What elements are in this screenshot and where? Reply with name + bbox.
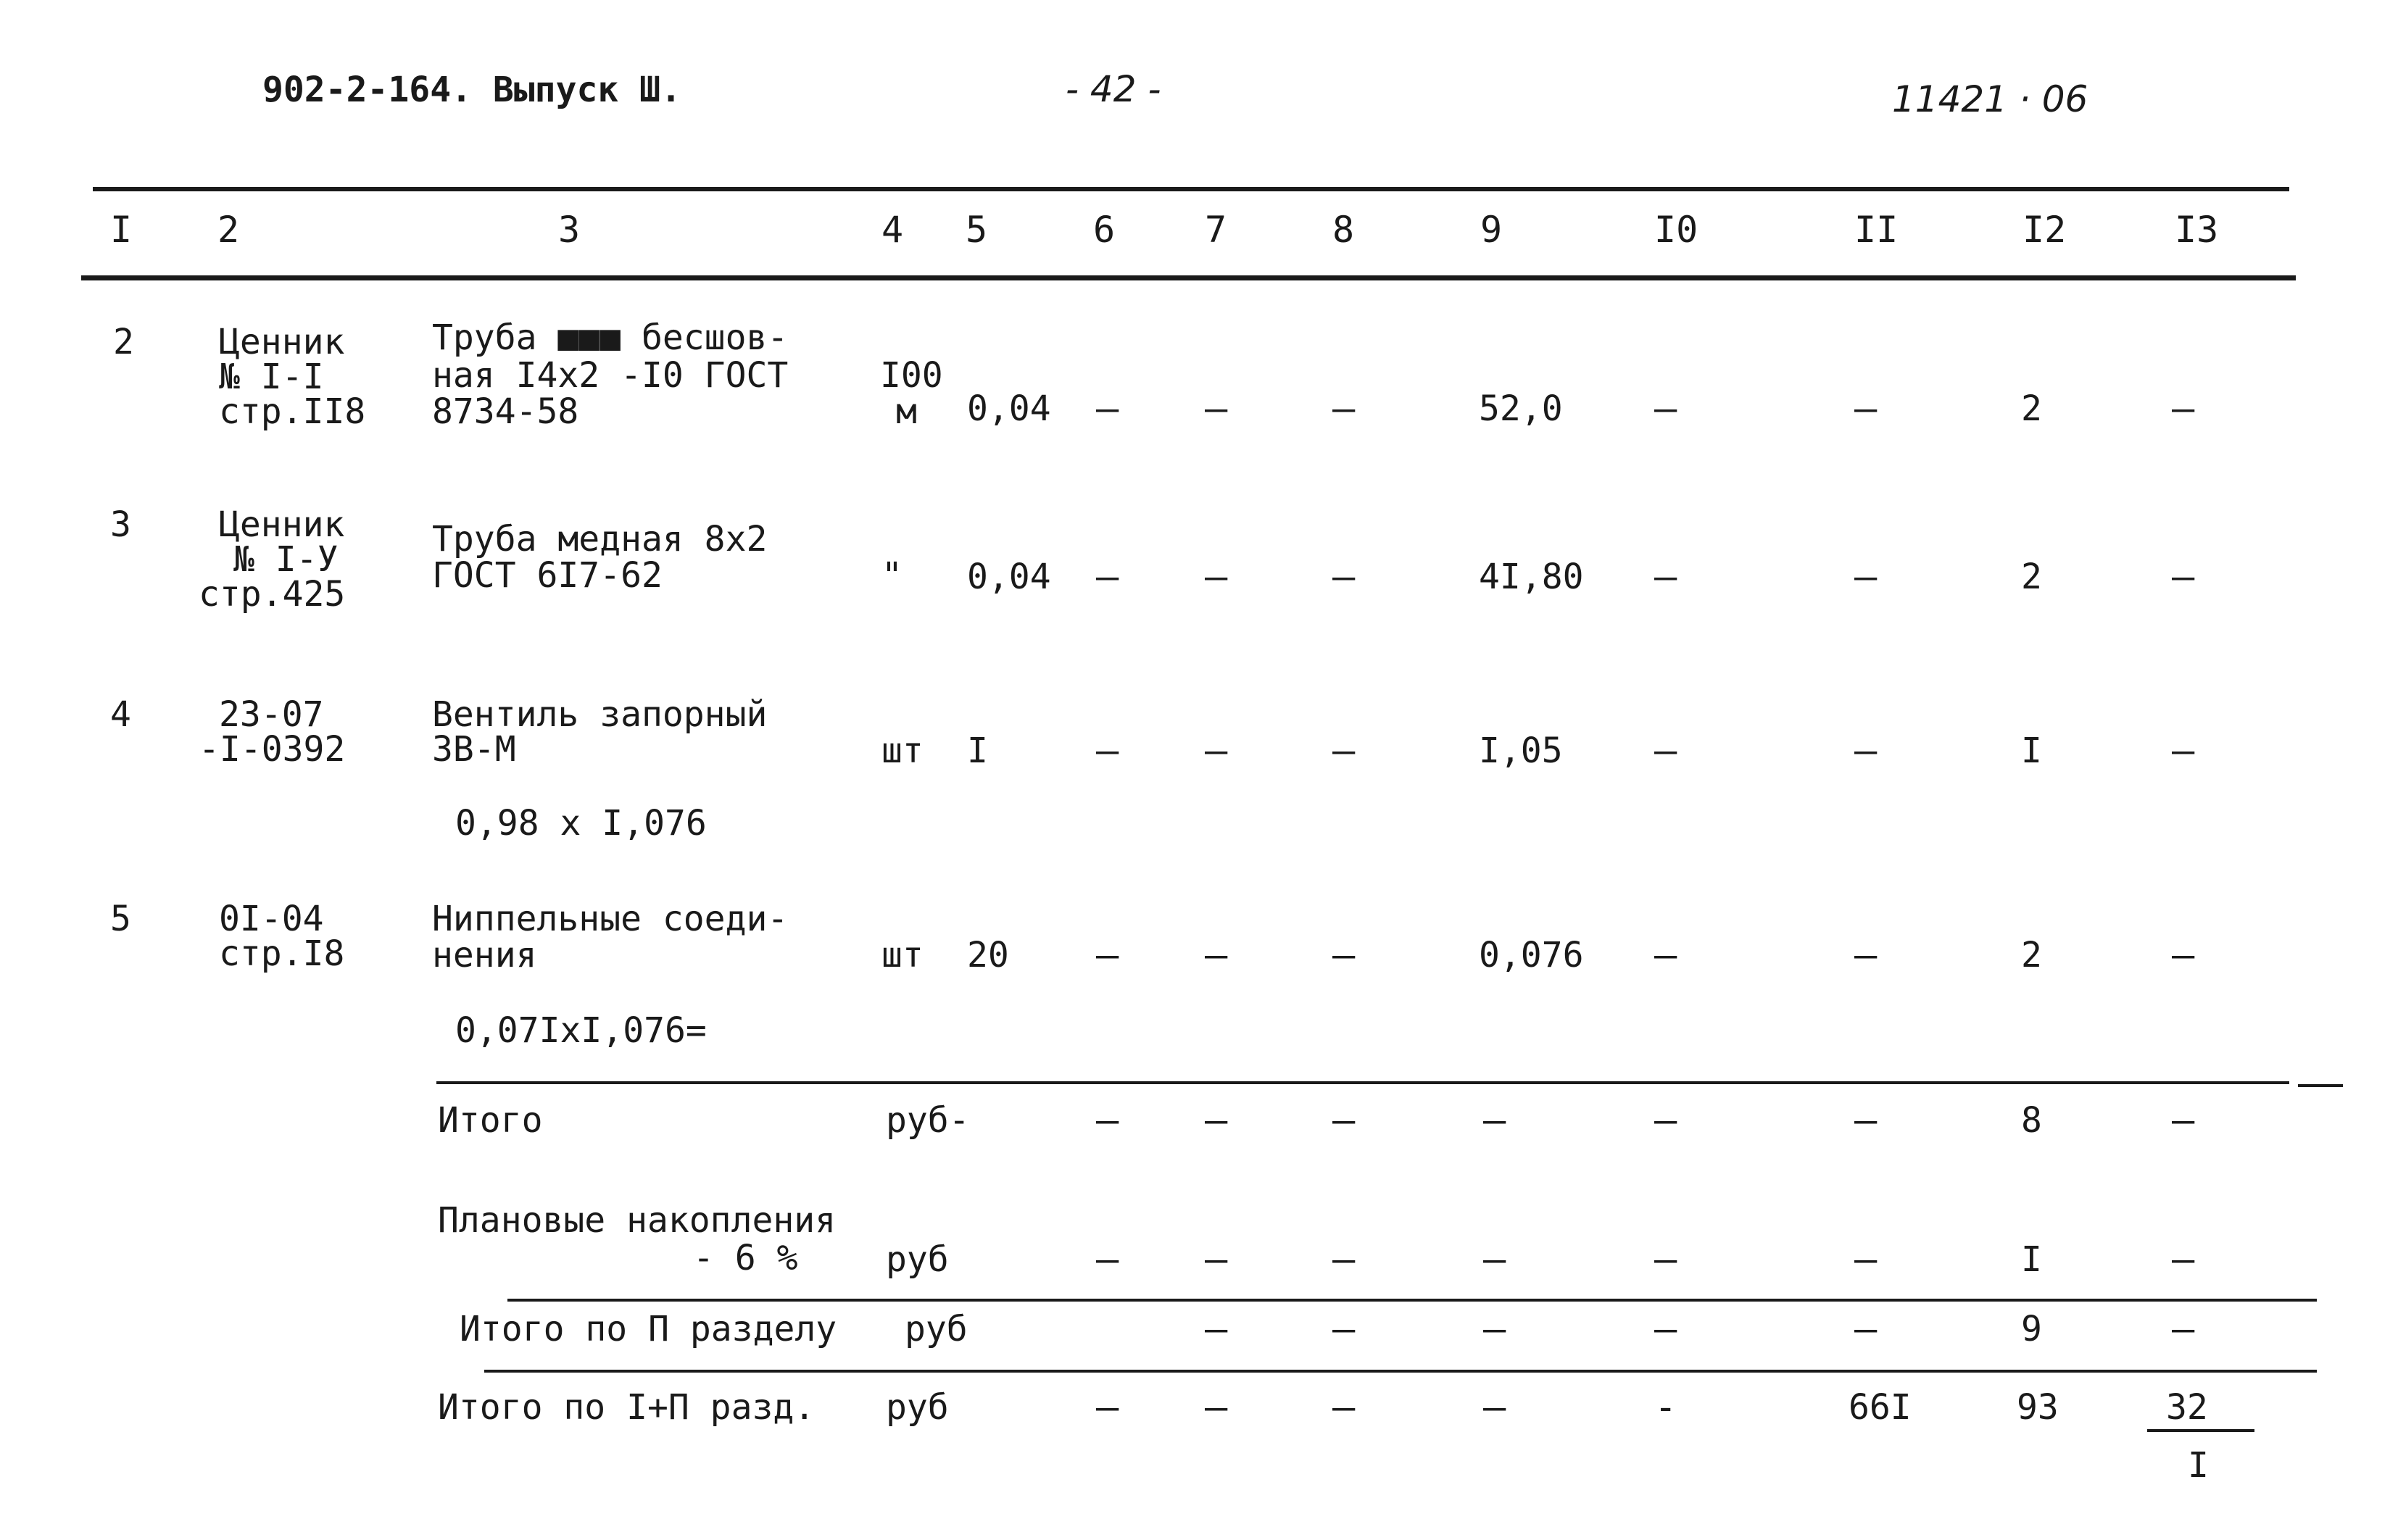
quantity: I xyxy=(967,731,988,771)
cell-13: – xyxy=(2172,1307,2195,1351)
cell-7: – xyxy=(1205,1386,1228,1429)
calc-note: 0,07IxI,076= xyxy=(455,1010,707,1051)
row-number: 3 xyxy=(110,504,131,545)
source-line: Ценник xyxy=(219,322,345,362)
col-header-11: II xyxy=(1854,209,1899,251)
cell-12: 2 xyxy=(2021,935,2042,975)
source-line: № I-I xyxy=(219,357,324,397)
cell-10: – xyxy=(1654,729,1677,773)
source-line: -I-0392 xyxy=(199,729,346,770)
cell-8: – xyxy=(1332,555,1356,599)
cell-10: – xyxy=(1654,1307,1677,1351)
cell-11: – xyxy=(1854,1099,1878,1142)
cell-9: 52,0 xyxy=(1479,388,1563,429)
summary-unit: руб xyxy=(905,1309,968,1349)
cell-6: – xyxy=(1096,1099,1119,1142)
cell-9: I,05 xyxy=(1479,731,1563,771)
cell-12: I xyxy=(2021,731,2042,771)
sheet-code: 11421 · 06 xyxy=(1892,78,2088,120)
unit: шт xyxy=(881,731,924,771)
cell-11: – xyxy=(1854,1238,1878,1281)
source-line: стр.II8 xyxy=(219,391,366,432)
summary-unit: руб- xyxy=(886,1100,970,1141)
summary-unit: руб xyxy=(886,1239,949,1280)
summary-label: Итого xyxy=(438,1100,543,1141)
cell-7: – xyxy=(1205,555,1228,599)
summary-label: Плановые накопления xyxy=(438,1200,837,1241)
source-line: Ценник xyxy=(219,504,345,545)
col-header-7: 7 xyxy=(1205,209,1227,251)
source-line: стр.I8 xyxy=(219,933,345,974)
cell-12: 2 xyxy=(2021,557,2042,597)
row-number: 5 xyxy=(110,899,131,939)
summary-label: Итого по П разделу xyxy=(460,1309,837,1349)
cell-7: – xyxy=(1205,933,1228,977)
col-header-12: I2 xyxy=(2022,209,2067,251)
grand-total-top-rule xyxy=(484,1370,2317,1373)
cell-8: – xyxy=(1332,933,1356,977)
cell-11: 66I xyxy=(1849,1387,1912,1428)
item-name-line: Труба медная 8x2 xyxy=(432,519,768,559)
cell-9: – xyxy=(1483,1099,1506,1142)
cell-7: – xyxy=(1205,1307,1228,1351)
unit: м xyxy=(896,391,917,432)
cell-13-numerator: 32 xyxy=(2166,1387,2208,1428)
col-header-1: I xyxy=(110,209,133,251)
summary-unit: руб xyxy=(886,1387,949,1428)
unit: I00 xyxy=(880,355,943,396)
item-name-line: Ниппельные соеди- xyxy=(432,899,789,939)
totals-separator-rule xyxy=(436,1081,2289,1084)
cell-11: – xyxy=(1854,555,1878,599)
item-name-line: Вентиль запорный xyxy=(432,694,768,735)
item-name-line: ная I4x2 -I0 ГОСТ xyxy=(432,355,789,396)
cell-13: – xyxy=(2172,1238,2195,1281)
cell-9: – xyxy=(1483,1307,1506,1351)
cell-8: – xyxy=(1332,729,1356,773)
cell-7: – xyxy=(1205,387,1228,430)
quantity: 0,04 xyxy=(967,388,1051,429)
cell-10: – xyxy=(1654,387,1677,430)
cell-12: I xyxy=(2021,1239,2042,1280)
cell-12: 2 xyxy=(2021,388,2042,429)
cell-8: – xyxy=(1332,1307,1356,1351)
cell-7: – xyxy=(1205,1099,1228,1142)
cell-6: – xyxy=(1096,729,1119,773)
item-name-line: нения xyxy=(432,935,537,975)
item-name-line: ГОСТ 6I7-62 xyxy=(432,555,663,596)
cell-9: 0,076 xyxy=(1479,935,1584,975)
col-header-3: 3 xyxy=(558,209,581,251)
cell-9: 4I,80 xyxy=(1479,557,1584,597)
fraction-bar xyxy=(2147,1429,2254,1432)
source-line: 23-07 xyxy=(219,694,324,735)
header-top-rule xyxy=(93,187,2289,191)
summary-label: Итого по I+П разд. xyxy=(438,1387,816,1428)
cell-12: 8 xyxy=(2021,1100,2042,1141)
col-header-6: 6 xyxy=(1093,209,1116,251)
cell-6: – xyxy=(1096,1386,1119,1429)
unit: шт xyxy=(881,935,924,975)
cell-10: – xyxy=(1654,1238,1677,1281)
cell-13: – xyxy=(2172,387,2195,430)
quantity: 20 xyxy=(967,935,1009,975)
source-line: № I-У xyxy=(233,539,339,580)
cell-10: - xyxy=(1654,1386,1677,1429)
col-header-13: I3 xyxy=(2175,209,2219,251)
cell-9: – xyxy=(1483,1238,1506,1281)
item-name-line: ЗВ-М xyxy=(432,729,516,770)
cell-13: – xyxy=(2172,555,2195,599)
row-number: 2 xyxy=(113,322,134,362)
cell-13: – xyxy=(2172,1099,2195,1142)
cell-8: – xyxy=(1332,1386,1356,1429)
col-header-2: 2 xyxy=(217,209,240,251)
item-name-line: Труба ■■■ бесшов- xyxy=(432,317,789,358)
cell-8: – xyxy=(1332,1099,1356,1142)
cell-11: – xyxy=(1854,933,1878,977)
col-header-4: 4 xyxy=(881,209,904,251)
cell-7: – xyxy=(1205,729,1228,773)
section-total-top-rule xyxy=(507,1299,2317,1302)
cell-9: – xyxy=(1483,1386,1506,1429)
col-header-8: 8 xyxy=(1332,209,1355,251)
cell-13: – xyxy=(2172,933,2195,977)
document-reference: 902-2-164. Выпуск Ш. xyxy=(262,70,681,110)
cell-11: – xyxy=(1854,729,1878,773)
cell-6: – xyxy=(1096,933,1119,977)
col-header-10: I0 xyxy=(1654,209,1698,251)
col-header-9: 9 xyxy=(1480,209,1503,251)
cell-6: – xyxy=(1096,387,1119,430)
unit: " xyxy=(881,555,903,596)
page-number: - 42 - xyxy=(1066,68,1161,110)
totals-separator-rule-tail xyxy=(2298,1084,2343,1087)
item-name-line: 8734-58 xyxy=(432,391,579,432)
cell-12: 93 xyxy=(2017,1387,2059,1428)
cell-11: – xyxy=(1854,387,1878,430)
cell-10: – xyxy=(1654,555,1677,599)
cell-6: – xyxy=(1096,555,1119,599)
cell-10: – xyxy=(1654,1099,1677,1142)
cell-6: – xyxy=(1096,1238,1119,1281)
cell-8: – xyxy=(1332,387,1356,430)
cell-12: 9 xyxy=(2021,1309,2042,1349)
col-header-5: 5 xyxy=(966,209,988,251)
source-line: 0I-04 xyxy=(219,899,324,939)
quantity: 0,04 xyxy=(967,557,1051,597)
cell-7: – xyxy=(1205,1238,1228,1281)
cell-11: – xyxy=(1854,1307,1878,1351)
row-number: 4 xyxy=(110,694,131,735)
cell-13: – xyxy=(2172,729,2195,773)
cell-10: – xyxy=(1654,933,1677,977)
cell-8: – xyxy=(1332,1238,1356,1281)
source-line: стр.425 xyxy=(199,574,346,615)
calc-note: 0,98 x I,076 xyxy=(455,803,707,844)
header-bottom-rule xyxy=(81,275,2296,280)
summary-label-percent: - 6 % xyxy=(693,1238,798,1278)
cell-13-denominator: I xyxy=(2188,1445,2209,1486)
